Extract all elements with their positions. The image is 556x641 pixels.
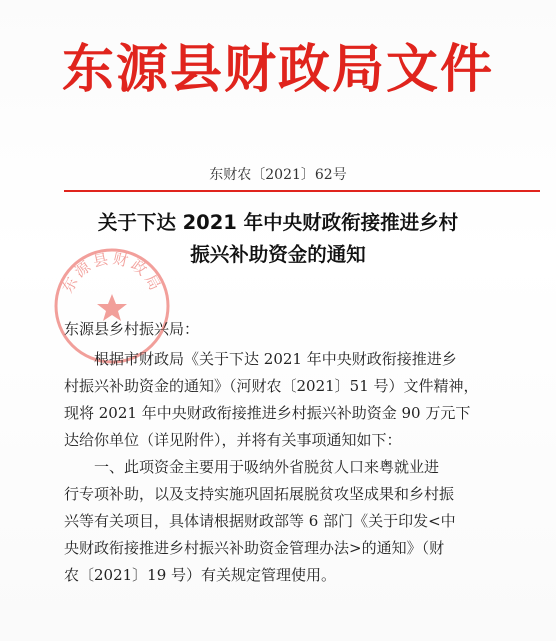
seal-text: 东源县财政局 — [58, 249, 166, 296]
addressee: 东源县乡村振兴局： — [64, 320, 200, 338]
body-line: 行专项补助，以及支持实施巩固拓展脱贫攻坚成果和乡村振 — [64, 485, 455, 503]
body-line: 农〔2021〕19 号）有关规定管理使用。 — [64, 566, 337, 584]
body-line: 央财政衔接推进乡村振兴补助资金管理办法>的通知》（财 — [64, 539, 445, 557]
title-line-1: 关于下达 2021 年中央财政衔接推进乡村 — [97, 211, 459, 234]
svg-text:东源县财政局 — [58, 249, 165, 295]
masthead-divider — [64, 190, 540, 192]
body-line: 村振兴补助资金的通知》（河财农〔2021〕51 号）文件精神， — [64, 377, 479, 395]
document-number: 东财农〔2021〕62号 — [209, 167, 347, 183]
body-line: 根据市财政局《关于下达 2021 年中央财政衔接推进乡 — [94, 350, 457, 368]
body-line: 现将 2021 年中央财政衔接推进乡村振兴补助资金 90 万元下 — [64, 404, 471, 422]
document-masthead: 东源县财政局文件 — [61, 39, 494, 100]
body-line: 兴等有关项目，具体请根据财政部等 6 部门《关于印发<中 — [64, 512, 456, 530]
title-line-2: 振兴补助资金的通知 — [190, 243, 366, 266]
seal-star-icon — [97, 294, 127, 321]
body-line: 一、此项资金主要用于吸纳外省脱贫人口来粤就业进 — [94, 458, 440, 476]
document-body — [64, 346, 544, 589]
body-line: 达给你单位（详见附件），并将有关事项通知如下： — [64, 431, 402, 449]
